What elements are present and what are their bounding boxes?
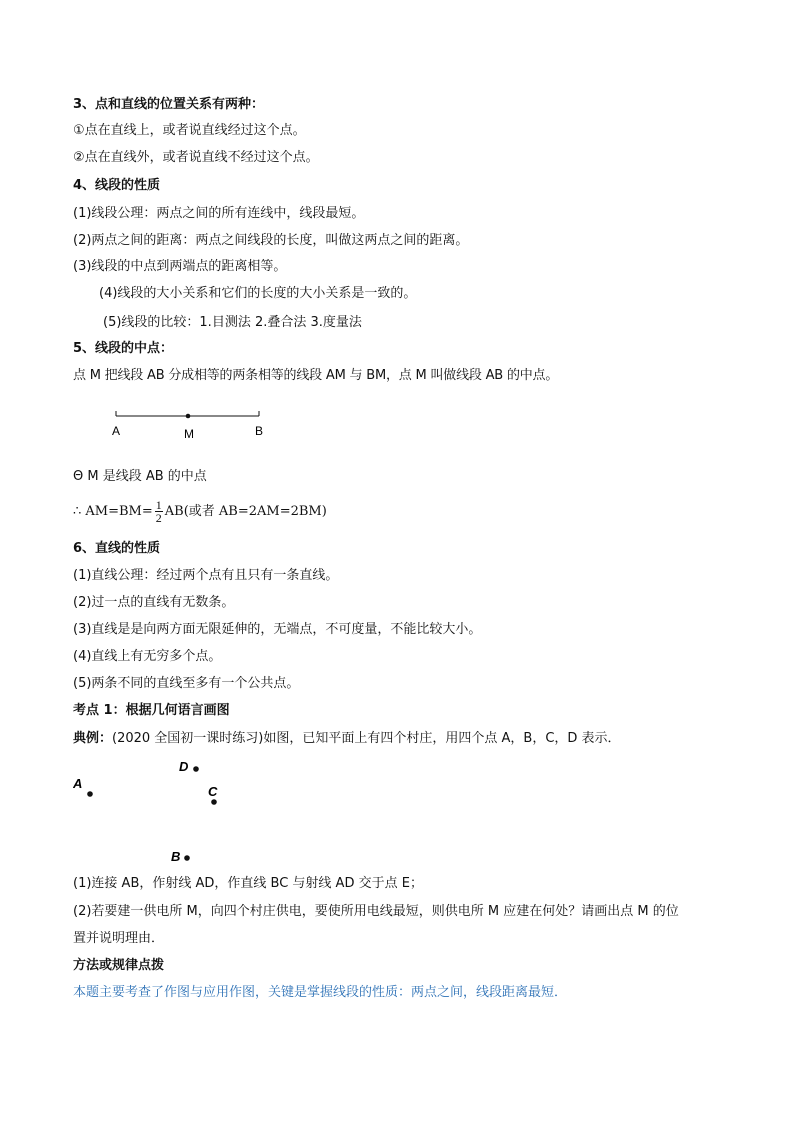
question-1: (1)连接 AB，作射线 AD，作直线 BC 与射线 AD 交于点 E； xyxy=(73,876,423,891)
village-d-label: D xyxy=(179,759,189,774)
example-label: 典例： xyxy=(73,731,113,746)
section-4-title: 4、线段的性质 xyxy=(73,178,161,193)
therefore-prefix: ∴ AM=BM= xyxy=(73,504,153,519)
section-5-line-1: 点 M 把线段 AB 分成相等的两条相等的线段 AM 与 BM，点 M 叫做线段 AB 的中点。 xyxy=(73,368,559,383)
village-d-dot xyxy=(193,766,199,772)
village-a-dot xyxy=(87,791,93,797)
section-4-line-5: (5)线段的比较：1.目测法 2.叠合法 3.度量法 xyxy=(103,315,362,330)
question-2-line-2: 置并说明理由． xyxy=(73,931,165,946)
village-c-dot xyxy=(211,799,217,805)
section-3-line-1: ①点在直线上，或者说直线经过这个点。 xyxy=(73,123,306,138)
segment-ab-diagram xyxy=(103,404,283,444)
section-6-line-3: (3)直线是是向两方面无限延伸的，无端点，不可度量，不能比较大小。 xyxy=(73,622,482,637)
kaodian-title: 考点 1：根据几何语言画图 xyxy=(73,703,230,718)
point-b-label: B xyxy=(255,424,264,438)
fraction-denominator: 2 xyxy=(155,511,162,525)
section-6-title: 6、直线的性质 xyxy=(73,541,161,556)
village-c-label: C xyxy=(208,784,218,799)
method-title: 方法或规律点拨 xyxy=(73,958,165,973)
point-m-label: M xyxy=(184,427,194,441)
midpoint-m-dot xyxy=(186,414,191,419)
section-6-line-5: (5)两条不同的直线至多有一个公共点。 xyxy=(73,676,300,691)
section-6-line-1: (1)直线公理：经过两个点有且只有一条直线。 xyxy=(73,568,339,583)
section-4-line-4: (4)线段的大小关系和它们的长度的大小关系是一致的。 xyxy=(99,286,417,301)
section-4-line-2: (2)两点之间的距离：两点之间线段的长度，叫做这两点之间的距离。 xyxy=(73,233,469,248)
section-6-line-4: (4)直线上有无穷多个点。 xyxy=(73,649,222,664)
village-b-dot xyxy=(184,855,190,861)
question-2-line-1: (2)若要建一供电所 M，向四个村庄供电，要使所用电线最短，则供电所 M 应建在何处？请画出点 M 的位 xyxy=(73,904,679,919)
villages-diagram xyxy=(73,754,273,869)
example-line xyxy=(73,730,621,748)
fraction-one-half xyxy=(155,499,163,524)
fraction-numerator: 1 xyxy=(155,498,162,512)
section-5-title: 5、线段的中点： xyxy=(73,341,174,356)
village-a-label: A xyxy=(73,776,83,791)
section-4-line-1: (1)线段公理：两点之间的所有连线中，线段最短。 xyxy=(73,206,365,221)
section-6-line-2: (2)过一点的直线有无数条。 xyxy=(73,595,235,610)
therefore-statement xyxy=(73,499,327,525)
method-text: 本题主要考查了作图与应用作图，关键是掌握线段的性质：两点之间，线段距离最短． xyxy=(73,985,568,1000)
example-text: (2020 全国初一课时练习)如图，已知平面上有四个村庄，用四个点 A，B，C，D 表示． xyxy=(112,731,621,746)
therefore-suffix: AB(或者 AB=2AM=2BM) xyxy=(164,504,327,519)
section-3-title: 3、点和直线的位置关系有两种： xyxy=(73,97,265,112)
point-a-label: A xyxy=(112,424,121,438)
village-b-label: B xyxy=(171,849,181,864)
because-statement: Θ M 是线段 AB 的中点 xyxy=(73,469,207,484)
section-4-line-3: (3)线段的中点到两端点的距离相等。 xyxy=(73,259,287,274)
section-3-line-2: ②点在直线外，或者说直线不经过这个点。 xyxy=(73,150,319,165)
